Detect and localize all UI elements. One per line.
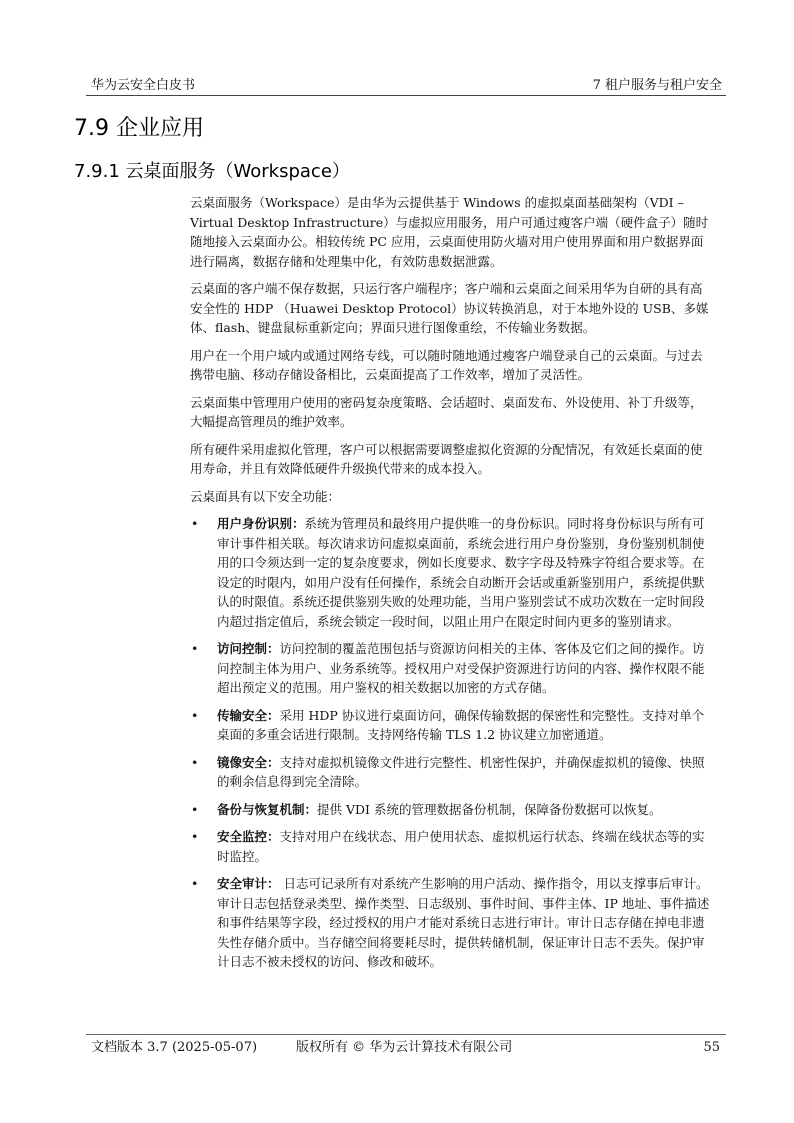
page-header	[86, 77, 726, 96]
page-number: 55	[703, 1040, 720, 1055]
page-footer	[86, 1034, 726, 1057]
paragraph-virtualization: 所有硬件采用虚拟化管理，客户可以根据需要调整虚拟化资源的分配情况，有效延长桌面的使用寿命，并且有效降低硬件升级换代带来的成本投入。	[190, 441, 703, 476]
list-item	[190, 514, 712, 631]
bullet-term: 镜像安全：	[217, 754, 280, 770]
header-document-title: 华为云安全白皮书	[91, 78, 196, 93]
bullet-icon: •	[191, 516, 199, 531]
paragraph-security-intro: 云桌面具有以下安全功能：	[190, 488, 341, 504]
bullet-text: 系统为管理员和最终用户提供唯一的身份标识。同时将身份标识与所有可审计事件相关联。每次请求访问虚拟桌面前，系统会进行用户身份鉴别，身份鉴别机制使用的口令须达到一定的复杂度要求，例如长度要求、数字字母及特殊字符组合要求等。在设定的时限内，如用户没有任何操作，系统会自动断开会话或重新鉴别用户，系统提供默认的时限值。系统还提供鉴别失败的处理功能，当用户鉴别尝试不成功次数在一定时间段内超过指定值后，系统会锁定一段时间，以阻止用户在限定时间内更多的鉴别请求。	[217, 516, 705, 629]
list-item	[190, 827, 712, 866]
bullet-term: 安全监控：	[217, 829, 280, 844]
bullet-icon: •	[191, 754, 199, 770]
bullet-term: 访问控制：	[217, 641, 280, 656]
paragraph-client: 云桌面的客户端不保存数据，只运行客户端程序；客户端和云桌面之间采用华为自研的具有高安全性的 HDP （Huawei Desktop Protocol）协议转换消息，对于本地外设的 USB、多媒体、flash、键盘鼠标重新定向；界面只进行图像重绘，不传输业务数据。	[190, 281, 709, 335]
bullet-icon: •	[191, 876, 199, 891]
bullet-icon: •	[191, 801, 199, 817]
bullet-text: 支持对用户在线状态、用户使用状态、虚拟机运行状态、终端在线状态等的实时监控。	[217, 829, 705, 864]
bullet-term: 备份与恢复机制：	[217, 801, 318, 817]
bullet-term: 传输安全：	[217, 707, 280, 723]
list-item	[190, 706, 712, 745]
header-chapter-title: 7 租户服务与租户安全	[592, 78, 722, 93]
paragraph-management: 云桌面集中管理用户使用的密码复杂度策略、会话超时、桌面发布、外设使用、补丁升级等，大幅提高管理员的维护效率。	[190, 394, 703, 429]
list-item	[190, 753, 712, 792]
paragraph-intro: 云桌面服务（Workspace）是由华为云提供基于 Windows 的虚拟桌面基础架构（VDI – Virtual Desktop Infrastructure）与虚拟应用服务，用户可通过瘦客户端（硬件盒子）随时随地接入云桌面办公。相较传统 PC 应用，云桌面使用防火墙对用户使用界面和用户数据界面进行隔离，数据存储和处理集中化，有效防患数据泄露。	[190, 195, 709, 269]
bullet-text: 提供 VDI 系统的管理数据备份机制，保障备份数据可以恢复。	[317, 801, 662, 817]
paragraph-access: 用户在一个用户域内或通过网络专线，可以随时随地通过瘦客户端登录自己的云桌面。与过去携带电脑、移动存储设备相比，云桌面提高了工作效率，增加了灵活性。	[190, 347, 703, 382]
bullet-text: 支持对虚拟机镜像文件进行完整性、机密性保护，并确保虚拟机的镜像、快照的剩余信息得到完全清除。	[217, 754, 705, 789]
bullet-icon: •	[191, 829, 199, 844]
bullet-icon: •	[191, 707, 199, 723]
copyright-notice: 版权所有 © 华为云计算技术有限公司	[296, 1040, 513, 1055]
body-content	[190, 193, 712, 980]
subsection-title: 7.9.1 云桌面服务（Workspace）	[74, 161, 350, 182]
bullet-text: 访问控制的覆盖范围包括与资源访问相关的主体、客体及它们之间的操作。访问控制主体为用户、业务系统等。授权用户对受保护资源进行访问的内容、操作权限不能超出预定义的范围。用户鉴权的相关数据以加密的方式存储。	[217, 641, 705, 695]
document-version: 文档版本 3.7 (2025-05-07)	[91, 1040, 258, 1055]
bullet-icon: •	[191, 641, 199, 656]
list-item	[190, 639, 712, 698]
list-item	[190, 800, 712, 820]
security-feature-list	[190, 514, 712, 972]
bullet-text: 采用 HDP 协议进行桌面访问，确保传输数据的保密性和完整性。支持对单个桌面的多重会话进行限制。支持网络传输 TLS 1.2 协议建立加密通道。	[217, 707, 705, 742]
section-title: 7.9 企业应用	[74, 116, 204, 141]
bullet-term: 用户身份识别：	[217, 516, 305, 531]
bullet-text: 日志可记录所有对系统产生影响的用户活动、操作指令，用以支撑事后审计。审计日志包括登录类型、操作类型、日志级别、事件时间、事件主体、IP 地址、事件描述和事件结果等字段，经过授权的用户才能对系统日志进行审计。审计日志存储在掉电非遗失性存储介质中。当存储空间将要耗尽时，提供转储机制，保证审计日志不丢失。保护审计日志不被未授权的访问、修改和破坏。	[217, 876, 710, 969]
list-item	[190, 874, 712, 972]
bullet-term: 安全审计：	[217, 876, 280, 891]
